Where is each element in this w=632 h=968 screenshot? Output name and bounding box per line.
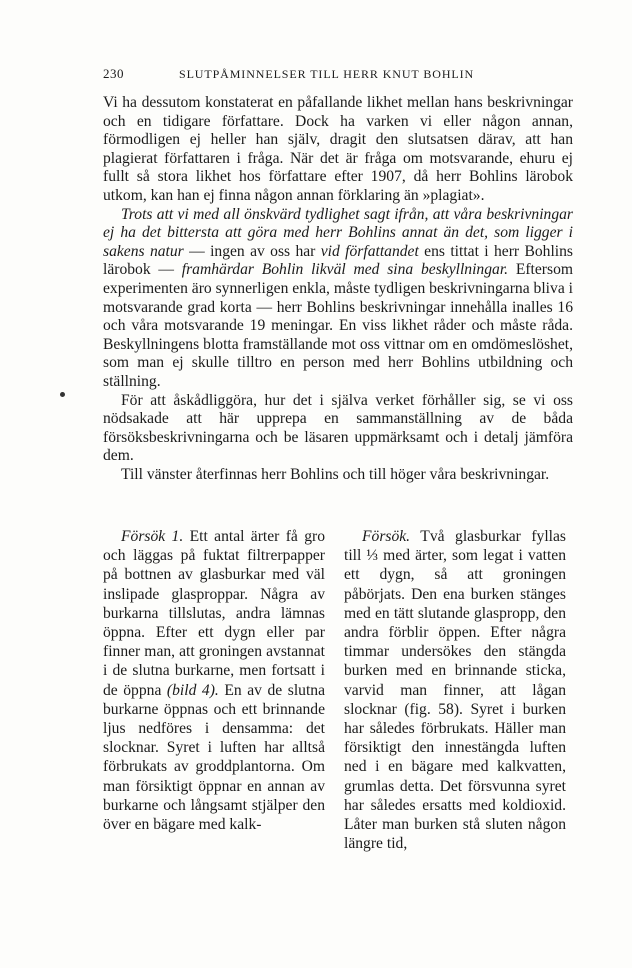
right-experiment-label: Försök. <box>362 528 411 545</box>
italic-claim: Trots att vi med all önskvärd tydlighet sagt ifrån, att våra beskrivningar ej ha det bittersta att göra med herr Bohlins annat än det, som ligger i sakens natur <box>103 205 573 260</box>
running-title: SLUTPÅMINNELSER TILL HERR KNUT BOHLIN <box>179 67 475 81</box>
figure-reference: (bild 4). <box>166 681 219 699</box>
left-experiment <box>103 527 325 834</box>
page-header <box>103 66 547 84</box>
left-column-bohlin <box>103 527 325 834</box>
paragraph-2-text-b: ens tittat i herr Bohlins lärobok — <box>103 242 573 279</box>
paragraph-2-text-a: — ingen av oss har <box>183 242 321 260</box>
paragraph-1: Vi ha dessutom konstaterat en påfallande likhet mellan hans beskrivningar och en tidigare författare. Dock ha varken vi eller någon annan, förmodligen ej heller han själv, dragit den slutsatsen därav, att han plagierat författaren i fråga. När det är fråga om motsvarande, ehuru ej fullt så stora likhet hos författare efter 1907, då herr Bohlins lärobok utkom, kan han ej finna någon annan förklaring än »plagiat». <box>103 94 573 204</box>
paragraph-2-text-c: Eftersom experimenten äro synnerligen enkla, måste tydligen beskrivningarna bliva i motsvarande grad korta — herr Bohlins beskrivningar innehålla inalles 16 och våra motsvarande 19 meningar. En viss likhet råder och måste råda. Beskyllningens blotta framställande mot oss vittnar om en omdömeslöshet, som man ej skulle tilltro en person med herr Bohlins utbildning och ställning. <box>103 261 573 390</box>
left-experiment-text-b: En av de slutna burkarne öppnas och ett brinnande ljus nedföres i densamma: det slocknar. Syret i luften har alltså förbrukats av groddplantorna. Om man försiktigt öppnar en annan av burkarne och långsamt stjälper den över en bägare med kalk- <box>103 681 325 834</box>
comparison-columns <box>103 527 573 857</box>
page-number: 230 <box>103 66 124 81</box>
italic-phrase: vid författandet <box>320 242 419 260</box>
left-experiment-label: Försök 1. <box>121 528 184 545</box>
paragraph-2 <box>103 206 573 392</box>
right-column-authors <box>344 527 566 853</box>
paragraph-3: För att åskådliggöra, hur det i själva verket förhåller sig, se vi oss nödsakade att här upprepa en sammanställning av de båda försöksbeskrivningarna och be läsaren uppmärksamt och i detalj jämföra dem. <box>103 391 573 465</box>
paragraph-4: Till vänster återfinnas herr Bohlins och till höger våra beskrivningar. <box>121 465 550 483</box>
right-experiment <box>344 527 566 853</box>
main-text <box>103 94 573 484</box>
right-experiment-text: Två glasburkar fyllas till ⅓ med ärter, som legat i vatten ett dygn, så att groningen påbörjats. Den ena burken stänges med en tätt slutande glaspropp, den andra förblir öppen. Efter några timmar undersökes den stängda burken med en brinnande sticka, varvid man finner, att lågan slocknar (fig. 58). Syret i burken har således förbrukats. Häller man försiktigt den innestängda luften ned i en bägare med kalkvatten, grumlas detta. Det försvunna syret har således ersatts med koldioxid. Låter man burken stå sluten någon längre tid, <box>344 528 566 853</box>
left-experiment-text-a: Ett antal ärter få gro och läggas på fuktat filtrerpapper på bottnen av glasburkar med väl inslipade glasproppar. Några av burkarna tillslutas, andra lämnas öppna. Efter ett dygn eller par finner man, att groningen avstannat i de slutna burkarne, men fortsatt i de öppna <box>103 528 325 699</box>
margin-mark <box>60 392 65 397</box>
italic-conclusion: framhärdar Bohlin likväl med sina beskyllningar. <box>181 261 509 279</box>
